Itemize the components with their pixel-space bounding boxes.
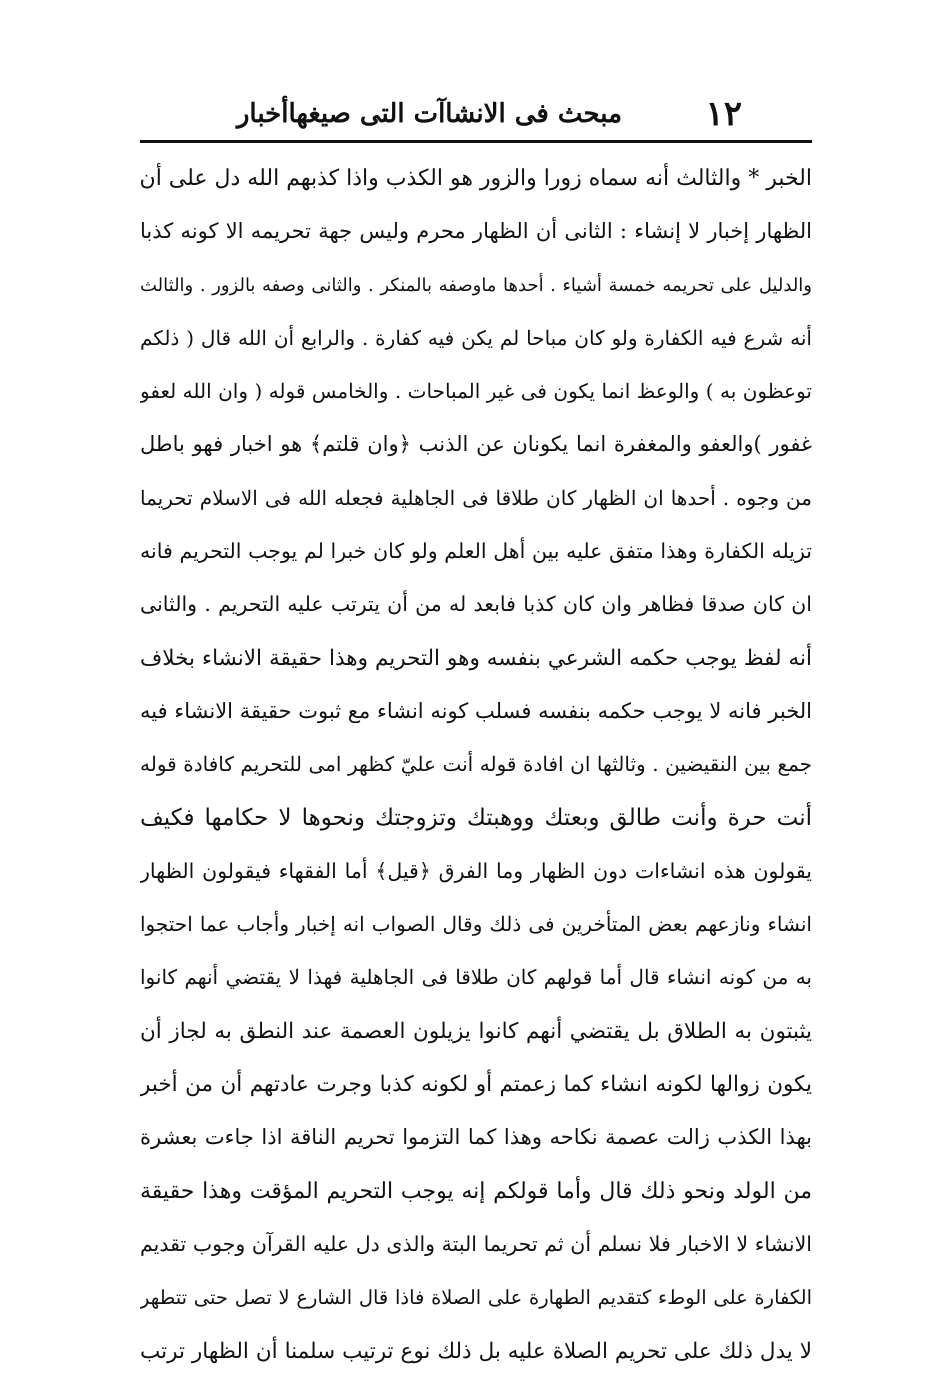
page-number: ١٢ xyxy=(705,94,742,134)
text-line: الكفارة على الوطء كتقديم الطهارة على الصلاة فاذا قال الشارع لا تصل حتى تتطهر xyxy=(140,1286,812,1310)
running-title: مبحث فى الانشاآت التى صيغهاأخبار xyxy=(236,99,622,129)
text-line: غفور )والعفو والمغفرة انما يكونان عن الذنب ﴿وان قلتم﴾ هو اخبار فهو باطل xyxy=(140,432,812,457)
text-line: أنت حرة وأنت طالق وبعتك ووهبتك وتزوجتك ونحوها لا حكامها فكيف xyxy=(140,804,812,831)
body-text xyxy=(140,152,812,1378)
text-line: الظهار إخبار لا إنشاء : الثانى أن الظهار محرم وليس جهة تحريمه الا كونه كذبا xyxy=(140,219,812,244)
text-line: لا يدل ذلك على تحريم الصلاة عليه بل ذلك نوع ترتيب سلمنا أن الظهار ترتب xyxy=(140,1338,812,1364)
page-header xyxy=(140,92,812,138)
text-line: الخبر * والثالث أنه سماه زورا والزور هو الكذب واذا كذبهم الله دل على أن xyxy=(140,166,812,191)
text-line: بهذا الكذب زالت عصمة نكاحه وهذا كما التزموا تحريم الناقة اذا جاءت بعشرة xyxy=(140,1125,812,1150)
text-line: توعظون به ) والوعظ انما يكون فى غير المباحات . والخامس قوله ( وان الله لعفو xyxy=(140,379,812,404)
text-line: يثبتون به الطلاق بل يقتضي أنهم كانوا يزيلون العصمة عند النطق به لجاز أن xyxy=(140,1018,812,1044)
text-line: الخبر فانه لا يوجب حكمه بنفسه فسلب كونه انشاء مع ثبوت حقيقة الانشاء فيه xyxy=(140,698,812,723)
text-line: الانشاء لا الاخبار فلا نسلم أن ثم تحريما البتة والذى دل عليه القرآن وجوب تقديم xyxy=(140,1231,812,1256)
header-rule xyxy=(140,140,812,143)
text-line: تزيله الكفارة وهذا متفق عليه بين أهل العلم ولو كان خبرا لم يوجب التحريم فانه xyxy=(140,539,812,564)
text-line: أنه لفظ يوجب حكمه الشرعي بنفسه وهو التحريم وهذا حقيقة الانشاء بخلاف xyxy=(140,645,812,671)
text-line: يكون زوالها لكونه انشاء كما زعمتم أو لكونه كذبا وجرت عادتهم أن من أخبر xyxy=(140,1072,812,1098)
text-line: من وجوه . أحدها ان الظهار كان طلاقا فى الجاهلية فجعله الله فى الاسلام تحريما xyxy=(140,485,812,510)
text-line: من الولد ونحو ذلك قال وأما قولكم إنه يوجب التحريم المؤقت وهذا حقيقة xyxy=(140,1178,812,1204)
text-line: يقولون هذه انشاءات دون الظهار وما الفرق ﴿قيل﴾ أما الفقهاء فيقولون الظهار xyxy=(140,858,812,883)
text-line: والدليل على تحريمه خمسة أشياء . أحدها ماوصفه بالمنكر . والثانى وصفه بالزور . والثالث xyxy=(140,274,812,296)
text-line: به من كونه انشاء قال أما قولهم كان طلاقا فى الجاهلية فهذا لا يقتضي أنهم كانوا xyxy=(140,965,812,990)
text-line: جمع بين النقيضين . وثالثها ان افادة قوله أنت عليّ كظهر امى للتحريم كافادة قوله xyxy=(140,752,812,777)
text-line: انشاء ونازعهم بعض المتأخرين فى ذلك وقال الصواب انه إخبار وأجاب عما احتجوا xyxy=(140,912,812,937)
text-line: ان كان صدقا فظاهر وان كان كذبا فابعد له من أن يترتب عليه التحريم . والثانى xyxy=(140,592,812,617)
text-line: أنه شرع فيه الكفارة ولو كان مباحا لم يكن فيه كفارة . والرابع أن الله قال ( ذلكم xyxy=(140,325,812,350)
